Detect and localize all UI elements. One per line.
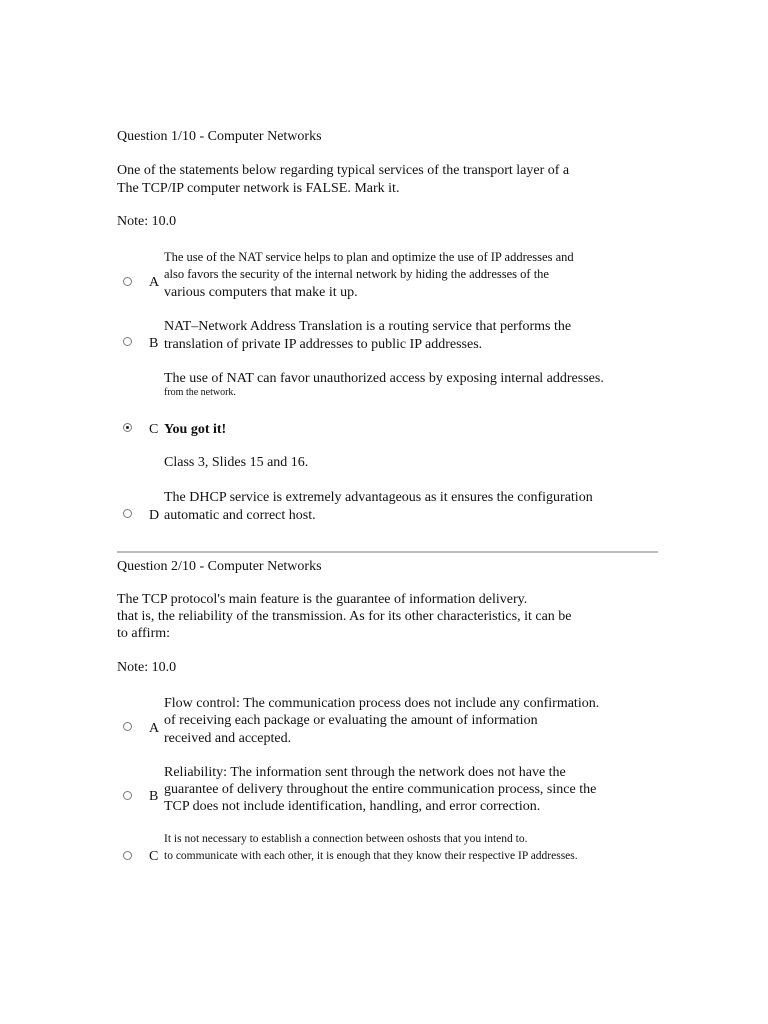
question-divider xyxy=(117,551,658,553)
option-text: to communicate with each other, it is enough that they know their respective IP addresses. xyxy=(164,850,578,862)
option-text: received and accepted. xyxy=(164,731,292,746)
option-text: The DHCP service is extremely advantageous as it ensures the configuration xyxy=(164,490,593,505)
option-text: translation of private IP addresses to public IP addresses. xyxy=(164,337,483,352)
question-header: Question 1/10 - Computer Networks xyxy=(117,129,322,144)
option-text: The use of NAT can favor unauthorized access by exposing internal addresses. xyxy=(164,371,604,386)
radio-button[interactable] xyxy=(123,722,132,731)
option-text: The use of the NAT service helps to plan and optimize the use of IP addresses and xyxy=(164,250,574,264)
option-text: Reliability: The information sent through the network does not have the xyxy=(164,765,566,780)
question-note: Note: 10.0 xyxy=(117,214,177,229)
question-prompt: One of the statements below regarding typical services of the transport layer of a xyxy=(117,163,570,178)
option-text: Flow control: The communication process does not include any confirmation. xyxy=(164,696,600,711)
option-text: automatic and correct host. xyxy=(164,508,316,523)
radio-button[interactable] xyxy=(123,337,132,346)
option-text: also favors the security of the internal network by hiding the addresses of the xyxy=(164,267,549,281)
radio-button-selected[interactable] xyxy=(123,423,132,432)
feedback-message: You got it! xyxy=(164,422,227,437)
option-letter: A xyxy=(149,275,160,290)
question-note: Note: 10.0 xyxy=(117,660,177,675)
option-text: various computers that make it up. xyxy=(164,285,358,300)
question-prompt: The TCP protocol's main feature is the guarantee of information delivery. xyxy=(117,592,528,607)
option-text: It is not necessary to establish a connection between oshosts that you intend to. xyxy=(164,833,528,845)
option-letter: B xyxy=(149,789,159,804)
feedback-reference: Class 3, Slides 15 and 16. xyxy=(164,455,309,470)
question-prompt: to affirm: xyxy=(117,626,171,641)
option-text: TCP does not include identification, handling, and error correction. xyxy=(164,799,541,814)
option-text: from the network. xyxy=(164,387,236,398)
option-letter: C xyxy=(149,422,159,437)
option-text: guarantee of delivery throughout the entire communication process, since the xyxy=(164,782,597,797)
radio-button[interactable] xyxy=(123,277,132,286)
option-letter: D xyxy=(149,508,160,523)
option-letter: A xyxy=(149,721,160,736)
question-prompt: The TCP/IP computer network is FALSE. Mark it. xyxy=(117,181,400,196)
radio-button[interactable] xyxy=(123,791,132,800)
question-prompt: that is, the reliability of the transmission. As for its other characteristics, it can be xyxy=(117,609,572,624)
question-header: Question 2/10 - Computer Networks xyxy=(117,559,322,574)
option-letter: C xyxy=(149,849,159,864)
option-text: NAT–Network Address Translation is a routing service that performs the xyxy=(164,319,572,334)
option-text: of receiving each package or evaluating the amount of information xyxy=(164,713,538,728)
option-letter: B xyxy=(149,336,159,351)
radio-button[interactable] xyxy=(123,509,132,518)
radio-button[interactable] xyxy=(123,851,132,860)
